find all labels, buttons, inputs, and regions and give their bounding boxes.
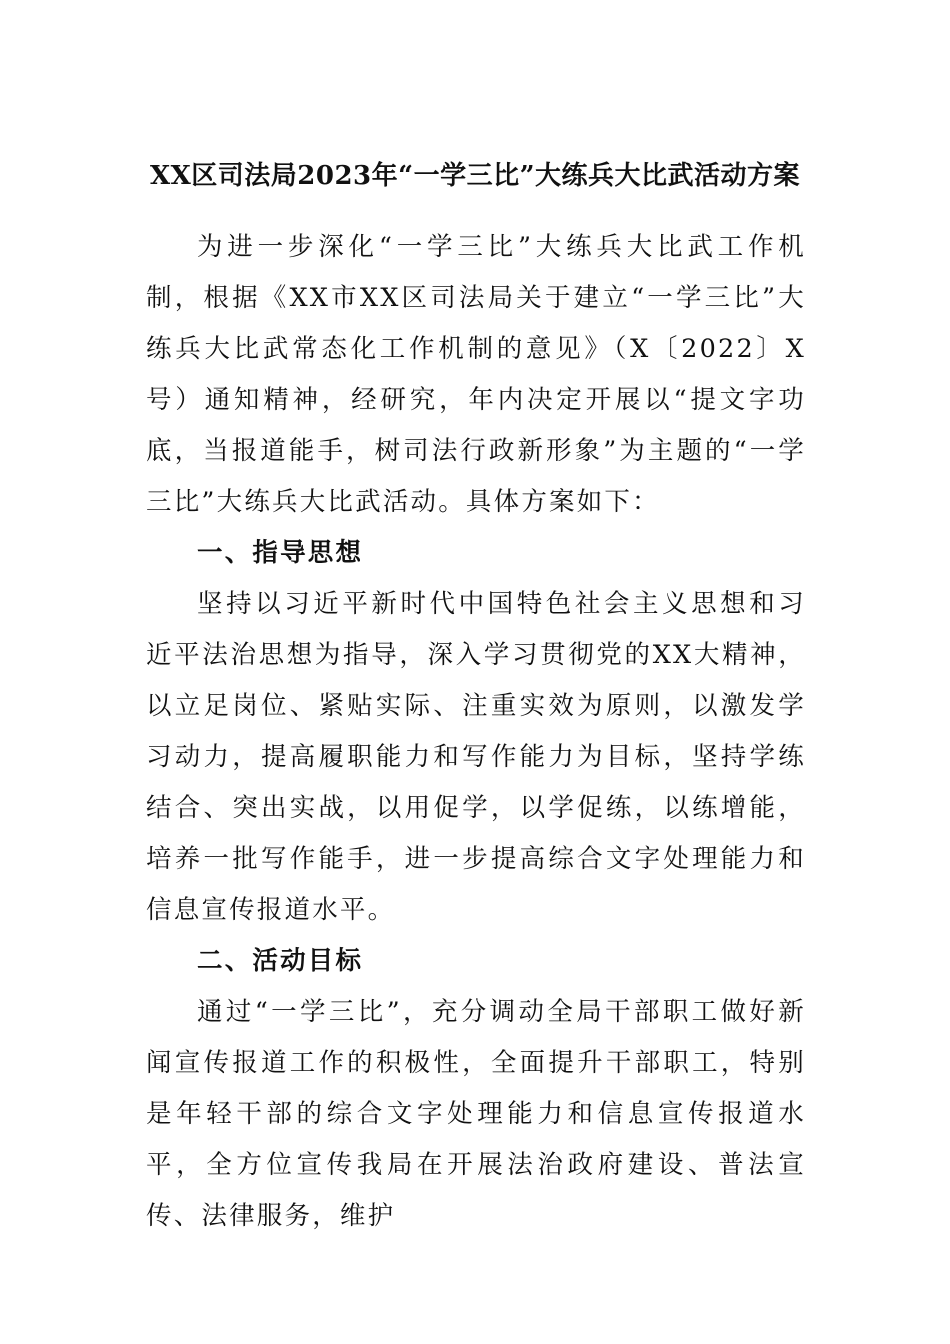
section-paragraph-guiding-ideology: 坚持以习近平新时代中国特色社会主义思想和习近平法治思想为指导，深入学习贯彻党的XX大精神，以立足岗位、紧贴实际、注重实效为原则，以激发学习动力，提高履职能力和写作能力为目标，坚持学练结合、突出实战，以用促学，以学促练，以练增能，培养一批写作能手，进一步提高综合文字处理能力和信息宣传报道水平。: [146, 589, 806, 925]
document-body: [146, 222, 806, 1242]
section-heading-activity-goals: 二、活动目标: [197, 946, 364, 976]
intro-paragraph: 为进一步深化“一学三比”大练兵大比武工作机制，根据《XX市XX区司法局关于建立“一学三比”大练兵大比武常态化工作机制的意见》（X〔2022〕X号）通知精神，经研究，年内决定开展以“提文字功底，当报道能手，树司法行政新形象”为主题的“一学三比”大练兵大比武活动。具体方案如下：: [146, 232, 806, 517]
section-paragraph-activity-goals: 通过“一学三比”，充分调动全局干部职工做好新闻宣传报道工作的积极性，全面提升干部职工，特别是年轻干部的综合文字处理能力和信息宣传报道水平，全方位宣传我局在开展法治政府建设、普法宣传、法律服务，维护: [146, 997, 806, 1231]
section-heading-guiding-ideology: 一、指导思想: [197, 538, 364, 568]
document-title: XX区司法局2023年“一学三比”大练兵大比武活动方案: [149, 161, 801, 191]
